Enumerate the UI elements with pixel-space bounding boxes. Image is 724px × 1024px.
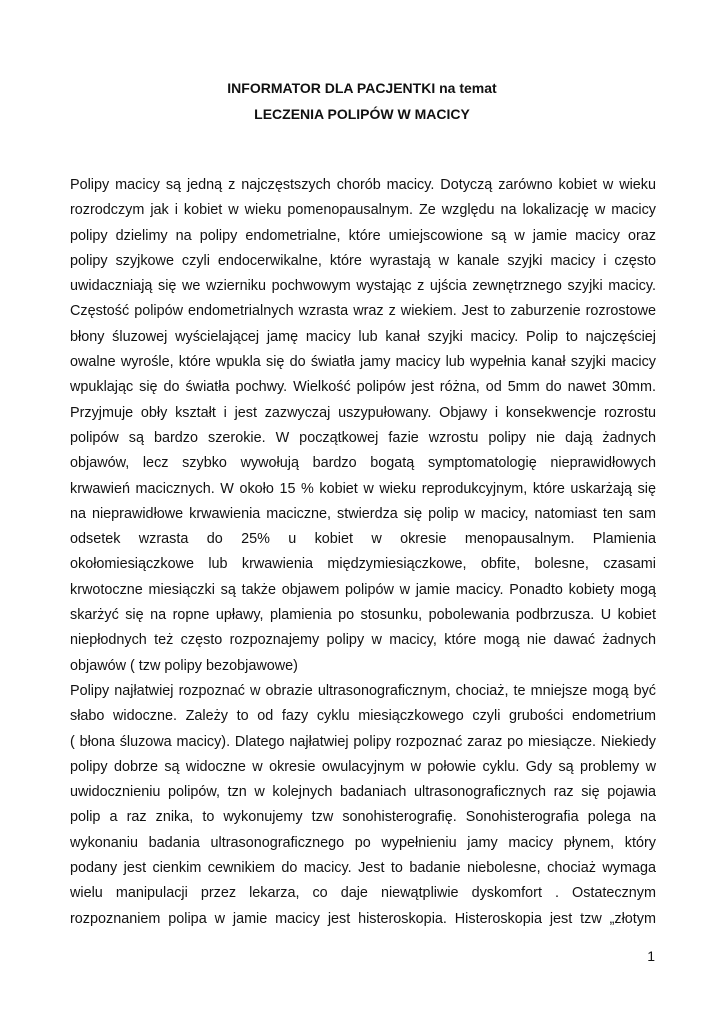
text-line: uwidocznieniu polipów, tzn w kolejnych badaniach ultrasonograficznych raz się pojawia (70, 784, 656, 801)
text-line: objawów, lecz szybko wywołują bardzo bogatą symptomatologię nieprawidłowych (70, 455, 656, 472)
text-line: ( błona śluzowa macicy). Dlatego najłatwiej polipy rozpoznać zaraz po miesiącze. Niekiedy (70, 733, 656, 750)
text-line: wykonaniu badania ultrasonograficznego po wypełnieniu jamy macicy płynem, który (70, 834, 656, 851)
text-line: krwawień macicznych. W około 15 % kobiet w wieku reprodukcyjnym, które uskarżają się (70, 480, 656, 497)
text-line: niepłodnych też często rozpoznajemy polipy w macicy, które mogą nie dawać żadnych (70, 632, 656, 649)
text-line: objawów ( tzw polipy bezobjawowe) (70, 657, 298, 674)
text-line: uwidaczniają się we wzierniku pochwowym wystając z ujścia zewnętrznego szyjki macicy. (70, 278, 656, 295)
text-line: polip a raz znika, to wykonujemy tzw sonohisterografię. Sonohisterografia polega na (70, 809, 656, 826)
text-line: Przyjmuje obły kształt i jest zazwyczaj uszypułowany. Objawy i konsekwencje rozrostu (70, 404, 656, 421)
text-line: Polipy najłatwiej rozpoznać w obrazie ultrasonograficznym, chociaż, te mniejsze mogą być (70, 682, 656, 699)
text-line: polipy dobrze są widoczne w okresie owulacyjnym w połowie cyklu. Gdy są problemy w (70, 758, 656, 775)
text-line: okołomiesiączkowe lub krwawienia międzymiesiączkowe, obfite, bolesne, czasami (70, 556, 656, 573)
text-line: na nieprawidłowe krwawienia maciczne, stwierdza się polip w macicy, natomiast ten sam (70, 505, 656, 522)
text-line: rozrodczym jak i kobiet w wieku pomenopausalnym. Ze względu na lokalizację w macicy (70, 202, 656, 219)
text-line: wpuklając się do światła pochwy. Wielkość polipów jest różna, od 5mm do nawet 30mm. (70, 379, 656, 396)
text-line: błony śluzowej wyścielającej jamę macicy lub kanał szyjki macicy. Polip to najczęściej (70, 328, 656, 345)
page-number: 1 (647, 948, 655, 964)
text-line: rozpoznaniem polipa w jamie macicy jest histeroskopia. Histeroskopia jest tzw „złotym (70, 910, 656, 927)
document-body (70, 173, 656, 932)
document-title-line-2: LECZENIA POLIPÓW W MACICY (254, 106, 470, 122)
text-line: polipy szyjkowe czyli endocerwikalne, które wyrastają w kanale szyjki macicy i często (70, 252, 656, 269)
text-line: krwotoczne miesiączki są także objawem polipów w jamie macicy. Ponadto kobiety mogą (70, 581, 656, 598)
text-line: odsetek wzrasta do 25% u kobiet w okresie menopausalnym. Plamienia (70, 531, 656, 548)
text-line: Częstość polipów endometrialnych wzrasta wraz z wiekiem. Jest to zaburzenie rozrostowe (70, 303, 656, 320)
text-line: podany jest cienkim cewnikiem do macicy. Jest to badanie niebolesne, chociaż wymaga (70, 860, 656, 877)
document-title-line-1: INFORMATOR DLA PACJENTKI na temat (227, 80, 497, 96)
text-line: polipów są bardzo szerokie. W początkowej fazie wzrostu polipy nie dają żadnych (70, 429, 656, 446)
text-line: owalne wyrośle, które wpukla się do światła jamy macicy lub wypełnia kanał szyjki macicy (70, 354, 656, 371)
text-line: słabo widoczne. Zależy to od fazy cyklu miesiączkowego czyli grubości endometrium (70, 708, 656, 725)
text-line: skarżyć się na ropne upławy, plamienia po stosunku, pobolewania podbrzusza. U kobiet (70, 607, 656, 624)
text-line: Polipy macicy są jedną z najczęstszych chorób macicy. Dotyczą zarówno kobiet w wieku (70, 177, 656, 193)
text-line: polipy dzielimy na polipy endometrialne, które umiejscowione są w jamie macicy oraz (70, 227, 656, 244)
text-line: wielu manipulacji przez lekarza, co daje niewątpliwie dyskomfort . Ostatecznym (70, 885, 656, 902)
